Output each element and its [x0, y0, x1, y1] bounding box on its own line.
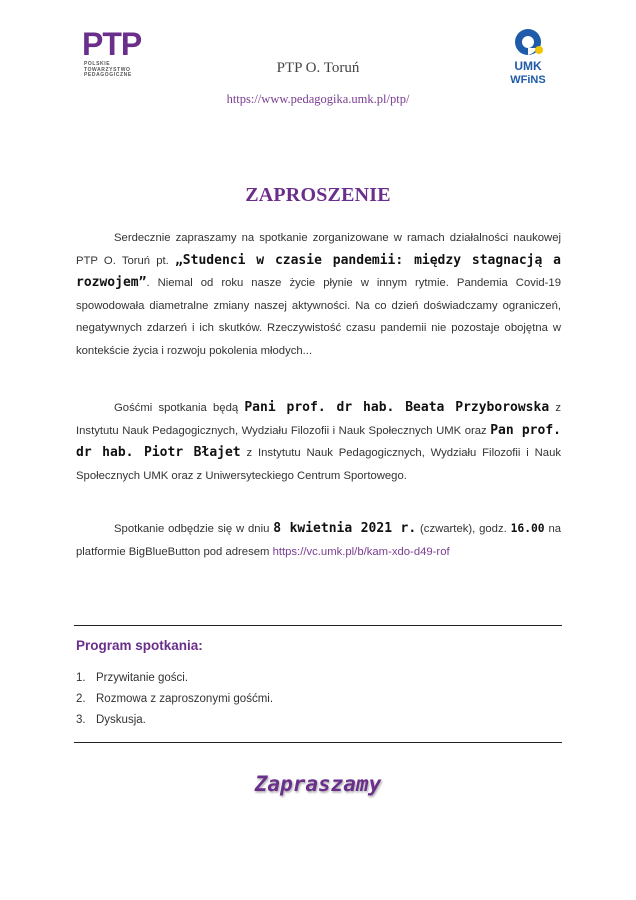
ptp-logo-subtitle: POLSKIE TOWARZYSTWO PEDAGOGICZNE: [84, 61, 132, 78]
guest-1-name: Pani prof. dr hab. Beata Przyborowska: [244, 400, 550, 415]
page-heading: ZAPROSZENIE: [245, 184, 391, 206]
program-top-divider: [74, 625, 562, 626]
umk-logo: [506, 26, 550, 92]
program-bottom-divider: [74, 742, 562, 743]
meeting-date: 8 kwietnia 2021 r.: [273, 521, 417, 536]
wfins-logo-text: WFiNS: [510, 74, 546, 86]
header-url-link[interactable]: https://www.pedagogika.umk.pl/ptp/: [226, 92, 410, 106]
header-title: PTP O. Toruń: [276, 60, 360, 76]
program-list: [76, 668, 273, 731]
meeting-link[interactable]: https://vc.umk.pl/b/kam-xdo-d49-rof: [272, 545, 450, 558]
guest-2-name: Pan prof. dr hab. Piotr Błajet: [76, 422, 561, 460]
meeting-title: „Studenci w czasie pandemii: między stagnacją a rozwojem”: [76, 252, 561, 290]
umk-emblem-icon: [506, 26, 550, 60]
meeting-time: 16.00: [510, 522, 545, 535]
list-item: 3. Dyskusja.: [76, 714, 146, 726]
guests-paragraph: Gośćmi spotkania będą Pani prof. dr hab. Beata Przyborowska z Instytutu Nauk Pedagogicznych, Wydziału Filozofii i Nauk Społecznych UMK oraz Pan prof. dr hab. Piotr Błajet z Instytutu Nauk Pedagogicznych, Wydziału Filozofii i Nauk Społecznych UMK oraz z Uniwersyteckiego Centrum Sportowego.: [76, 400, 561, 482]
ptp-logo-letters: PTP: [82, 26, 142, 62]
program-title: Program spotkania:: [76, 638, 203, 653]
closing-text: Zapraszamy: [254, 772, 382, 796]
umk-logo-text: UMK: [514, 59, 542, 73]
list-item: 1. Przywitanie gości.: [76, 672, 189, 684]
schedule-paragraph: Spotkanie odbędzie się w dniu 8 kwietnia 2021 r. (czwartek), godz. 16.00 na platformie BigBlueButton pod adresem https://vc.umk.pl/b/kam-xdo-d49-rof: [76, 521, 562, 558]
intro-paragraph: Serdecznie zapraszamy na spotkanie zorganizowane w ramach działalności naukowej PTP O. Toruń pt. „Studenci w czasie pandemii: między stagnacją a rozwojem”. Niemal od roku nasze życie płynie w innym rytmie. Pandemia Covid-19 spowodowała diametralne zmiany naszej aktywności. Na co dzień doświadczamy ograniczeń, negatywnych zdarzeń i ich skutków. Rzeczywistość czasu pandemii nie pozostaje obojętna w kontekście życia i rozwoju pokolenia młodych...: [76, 232, 561, 357]
list-item: 2. Rozmowa z zaproszonymi gośćmi.: [76, 693, 274, 705]
